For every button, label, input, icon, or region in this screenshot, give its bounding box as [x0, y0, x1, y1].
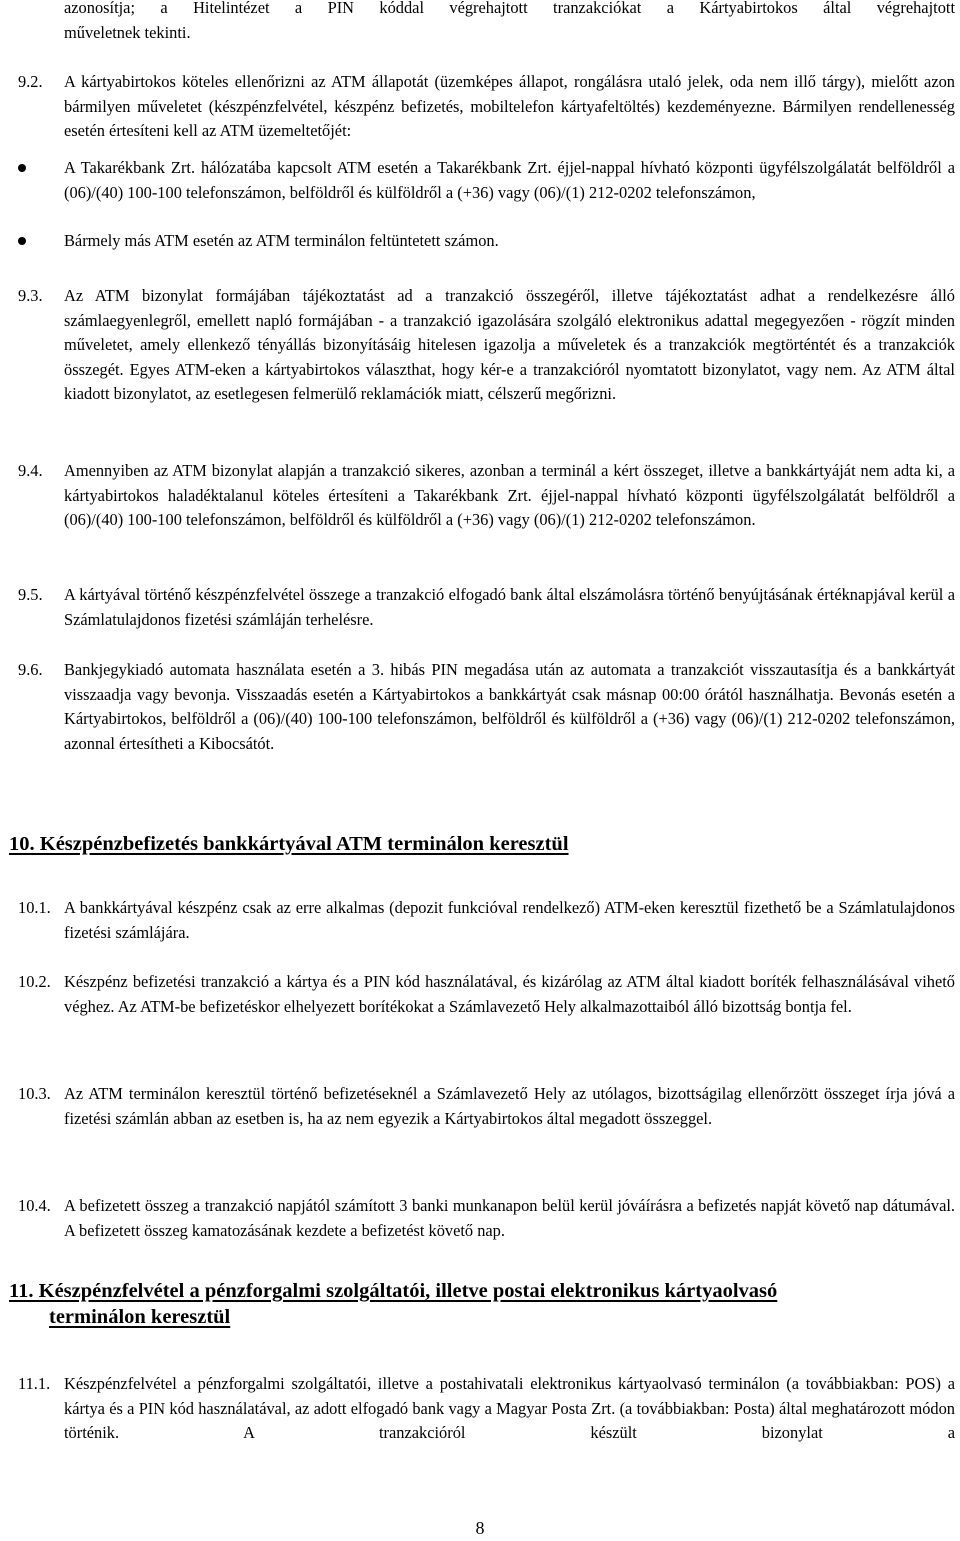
- paragraph-text: A befizetett összeg a tranzakció napjától számított 3 banki munkanapon belül kerül jóváírásra a befizetés napját követő nap dátumával. A befizetett összeg kamatozásának kezdete a befizetést követő nap.: [64, 1196, 955, 1240]
- paragraph-number: 9.5.: [18, 585, 43, 604]
- section-heading-10: 10. Készpénzbefizetés bankkártyával ATM terminálon keresztül: [9, 833, 569, 855]
- section-heading-11: [9, 1278, 959, 1330]
- paragraph-number: 11.1.: [18, 1374, 51, 1393]
- paragraph-text: A bankkártyával készpénz csak az erre alkalmas (depozit funkcióval rendelkező) ATM-eken keresztül fizethető be a Számlatulajdonos fizetési számlájára.: [64, 898, 955, 942]
- paragraph-text: A kártyával történő készpénzfelvétel összege a tranzakció elfogadó bank által elszámolásra történő benyújtásának értéknapjával kerül a Számlatulajdonos fizetési számláján terhelésre.: [64, 585, 955, 629]
- paragraph-9-3: [18, 284, 955, 407]
- intro-paragraph: [64, 0, 955, 45]
- paragraph-text: Bankjegykiadó automata használata esetén a 3. hibás PIN megadása után az automata a tranzakciót visszautasítja és a bankkártyát visszaadja vagy bevonja. Visszaadás esetén a Kártyabirtokos a bankkártyát csak másnap 00:00 órától használhatja. Bevonás esetén a Kártyabirtokos, belföldről a (06)/(40) 100-100 telefonszámon, belföldről és külföldről a (+36) vagy (06)/(1) 212-0202 telefonszámon, azonnal értesítheti a Kibocsátót.: [64, 660, 955, 753]
- bullet-text: Bármely más ATM esetén az ATM terminálon feltüntetett számon.: [64, 231, 499, 250]
- paragraph-text: Amennyiben az ATM bizonylat alapján a tranzakció sikeres, azonban a terminál a kért összeget, illetve a bankkártyáját nem adta ki, a kártyabirtokos haladéktalanul köteles értesíteni a Takarékbank Zrt. éjjel-nappal hívható központi ügyfélszolgálatát belföldről a (06)/(40) 100-100 telefonszámon, belföldről és külföldről a (+36) vagy (06)/(1) 212-0202 telefonszámon.: [64, 461, 955, 530]
- paragraph-text: Készpénz befizetési tranzakció a kártya és a PIN kód használatával, és kizárólag az ATM által kiadott boríték felhasználásával vihető véghez. Az ATM-be befizetéskor elhelyezett borítékokat a Számlavezető Hely alkalmazottaiból álló bizottság bontja fel.: [64, 972, 955, 1016]
- paragraph-text: Az ATM bizonylat formájában tájékoztatást ad a tranzakció összegéről, illetve tájékoztatást adhat a rendelkezésre álló számlaegyenlegről, emellett napló formájában - a tranzakció igazolására szolgáló elektronikus adattal megegyezően - rögzít minden műveletet, amely ellenkező tényállás bizonyításáig hitelesen igazolja a műveletek és a tranzakciók megtörténtét és a tranzakciók összegét. Egyes ATM-eken a kártyabirtokos választhat, hogy kér-e a tranzakcióról nyomtatott bizonylatot, vagy nem. Az ATM által kiadott bizonylatot, az esetlegesen felmerülő reklamációk miatt, célszerű megőrizni.: [64, 286, 955, 404]
- bullet-icon: [18, 237, 26, 245]
- intro-line-2: műveletnek tekinti.: [64, 22, 191, 42]
- paragraph-number: 9.2.: [18, 72, 43, 91]
- bullet-item: [18, 156, 955, 205]
- paragraph-number: 10.1.: [18, 898, 51, 917]
- bullet-icon: [18, 164, 26, 172]
- paragraph-text: Készpénzfelvétel a pénzforgalmi szolgáltatói, illetve a postahivatali elektronikus kártyaolvasó terminálon (a továbbiakban: POS) a kártya és a PIN kód használatával, az adott elfogadó bank vagy a Magyar Posta Zrt. (a továbbiakban: Posta) által meghatározott módon történik. A tranzakcióról készült bizonylat a: [64, 1374, 955, 1443]
- paragraph-number: 10.4.: [18, 1196, 51, 1215]
- paragraph-9-5: [18, 583, 955, 632]
- paragraph-10-2: [18, 970, 955, 1019]
- bullet-text: A Takarékbank Zrt. hálózatába kapcsolt ATM esetén a Takarékbank Zrt. éjjel-nappal hívható központi ügyfélszolgálatát belföldről a (06)/(40) 100-100 telefonszámon, belföldről és külföldről a (+36) vagy (06)/(1) 212-0202 telefonszámon,: [64, 158, 955, 202]
- section-heading-11-line-2: terminálon keresztül: [49, 1306, 231, 1328]
- paragraph-number: 10.3.: [18, 1084, 51, 1103]
- paragraph-number: 9.3.: [18, 286, 43, 305]
- paragraph-9-6: [18, 658, 955, 756]
- paragraph-9-2: [18, 70, 955, 144]
- bullet-item: [18, 229, 955, 254]
- paragraph-number: 10.2.: [18, 972, 51, 991]
- paragraph-10-1: [18, 896, 955, 945]
- paragraph-9-4: [18, 459, 955, 533]
- intro-line-1: azonosítja; a Hitelintézet a PIN kóddal végrehajtott tranzakciókat a Kártyabirtokos által végrehajtott: [64, 0, 955, 17]
- page-number: 8: [475, 1518, 485, 1538]
- paragraph-10-3: [18, 1082, 955, 1131]
- paragraph-10-4: [18, 1194, 955, 1243]
- paragraph-number: 9.6.: [18, 660, 43, 679]
- paragraph-number: 9.4.: [18, 461, 43, 480]
- section-heading-11-line-1: 11. Készpénzfelvétel a pénzforgalmi szolgáltatói, illetve postai elektronikus kártyaolvasó: [9, 1280, 778, 1302]
- paragraph-text: Az ATM terminálon keresztül történő befizetéseknél a Számlavezető Hely az utólagos, bizottságilag ellenőrzött összeget írja jóvá a fizetési számlán abban az esetben is, ha az nem egyezik a Kártyabirtokos által megadott összeggel.: [64, 1084, 955, 1128]
- paragraph-text: A kártyabirtokos köteles ellenőrizni az ATM állapotát (üzemképes állapot, rongálásra utaló jelek, oda nem illő tárgy), mielőtt azon bármilyen műveletet (készpénzfelvétel, készpénz befizetés, mobiltelefon kártyafeltöltés) kezdeményezne. Bármilyen rendellenesség esetén értesíteni kell az ATM üzemeltetőjét:: [64, 72, 955, 141]
- paragraph-11-1: [18, 1372, 955, 1446]
